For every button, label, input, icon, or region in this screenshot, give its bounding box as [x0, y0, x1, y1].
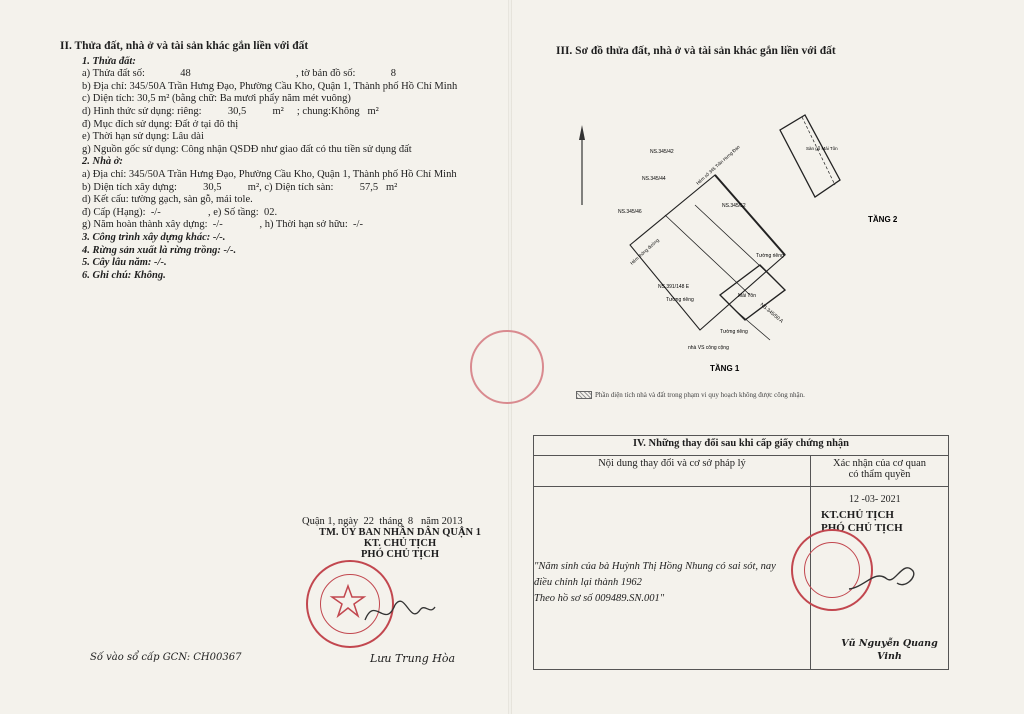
change-content-cell — [534, 487, 811, 670]
map-label-n1: NS.345/42 — [650, 149, 674, 155]
parcel-line — [60, 68, 500, 81]
map-label-n2: NS.345/44 — [642, 176, 666, 182]
authority-role-1: KT.CHỦ TỊCH — [821, 509, 894, 521]
change-content — [534, 559, 824, 607]
map-label-n3: NS.345/46 — [618, 209, 642, 215]
map-label-road: Hẻm số 345 Trần Hưng Đạo — [695, 144, 741, 186]
sheet-prefix: , tờ bản đồ số: — [295, 68, 356, 80]
map-note — [576, 391, 805, 399]
map-label-public: Hẻm thông đường — [629, 237, 660, 266]
authority-role-2: PHÓ CHỦ TỊCH — [821, 522, 903, 534]
map-label-n6: NS.345/50 A — [758, 301, 785, 325]
section-3-title: III. Sơ đồ thửa đất, nhà ở và tài sản khác gắn liền với đất — [556, 45, 836, 57]
signature-left — [360, 585, 440, 635]
col-header-content — [534, 456, 811, 487]
authority-sign-block — [815, 489, 944, 662]
land-origin: g) Nguồn gốc sử dụng: Công nhận QSDĐ như giao đất có thu tiền sử dụng đất — [82, 143, 412, 155]
section-2-title: II. Thửa đất, nhà ở và tài sản khác gắn liền với đất — [60, 40, 309, 52]
signing-date: Quận 1, ngày 22 tháng 8 năm 2013 — [302, 516, 463, 527]
signing-block — [300, 516, 500, 560]
change-line-1: "Năm sinh của bà Huỳnh Thị Hồng Nhung có sai sót, nay — [534, 561, 776, 572]
sheet-number: 8 — [390, 68, 396, 80]
map-label-floor-2: TẦNG 2 — [868, 215, 898, 224]
map-label-roof: Mái Tôn — [738, 293, 756, 299]
map-label-wall-1: Tường riêng — [666, 297, 694, 303]
notes: 6. Ghi chú: Không. — [82, 269, 166, 281]
house-area: b) Diện tích xây dựng: 30,5 m², c) Diện tích sàn: 57,5 m² — [82, 181, 398, 193]
registry-number: Số vào sổ cấp GCN: CH00367 — [90, 652, 242, 663]
land-use-form: d) Hình thức sử dụng: riêng: 30,5 m² ; chung:Không m² — [82, 105, 379, 117]
authority-cell — [811, 487, 949, 670]
fold-stamp — [470, 330, 544, 404]
hatch-icon — [576, 391, 592, 399]
map-note-text: Phần diện tích nhà và đất trong phạm vi quy hoạch không được công nhận. — [595, 391, 805, 399]
change-line-2: điều chỉnh lại thành 1962 — [534, 577, 642, 588]
changes-table — [533, 435, 949, 670]
parcel-map — [570, 105, 900, 395]
map-label-wood-floor: Sàn gỗ Mái Tôn — [806, 146, 838, 151]
land-address: b) Địa chỉ: 345/50A Trần Hưng Đạo, Phường Cầu Kho, Quận 1, Thành phố Hồ Chí Minh — [82, 80, 458, 92]
authority-date: 12 -03- 2021 — [849, 494, 901, 505]
map-label-wall-3: Tường riêng — [720, 329, 748, 335]
signer-name-right: Vũ Nguyễn Quang Vinh — [841, 638, 938, 662]
house-heading: 2. Nhà ở: — [82, 156, 123, 168]
map-label-n4: NS.345/52 — [722, 203, 746, 209]
land-term: e) Thời hạn sử dụng: Lâu dài — [82, 131, 204, 143]
other-construction: 3. Công trình xây dựng khác: -/-. — [82, 231, 226, 243]
signer-name-left: Lưu Trung Hòa — [370, 652, 456, 665]
col-header-authority-1: Xác nhận của cơ quan — [832, 458, 926, 469]
signature-right — [845, 549, 925, 599]
land-heading: 1. Thửa đất: — [82, 55, 136, 67]
land-area: c) Diện tích: 30,5 m² (bằng chữ: Ba mươi phẩy năm mét vuông) — [82, 93, 351, 105]
col-header-authority — [811, 456, 949, 487]
map-label-floor-1: TẦNG 1 — [710, 364, 740, 373]
house-address: a) Địa chỉ: 345/50A Trần Hưng Đạo, Phường Cầu Kho, Quận 1, Thành phố Hồ Chí Minh — [82, 168, 457, 180]
parcel-number: 48 — [180, 68, 191, 80]
signing-role-1: KT. CHỦ TỊCH — [363, 538, 437, 549]
change-line-3: Theo hồ sơ số 009489.SN.001" — [534, 593, 665, 604]
section-4-title: IV. Những thay đổi sau khi cấp giấy chứng nhận — [534, 436, 949, 456]
house-grade: đ) Cấp (Hạng): -/- , e) Số tầng: 02. — [82, 206, 278, 218]
house-year: g) Năm hoàn thành xây dựng: -/- , h) Thời hạn sở hữu: -/- — [82, 219, 363, 231]
map-label-wall-2: Tường riêng — [756, 253, 784, 259]
map-label-public-toilet: nhà VS công cộng — [688, 345, 729, 351]
parcel-prefix: a) Thửa đất số: — [82, 68, 145, 80]
map-label-n5: NS.391/148 E — [658, 284, 690, 290]
house-structure: d) Kết cấu: tường gạch, sàn gỗ, mái tole. — [82, 194, 253, 206]
col-header-authority-2: có thẩm quyền — [848, 469, 911, 480]
col-header-content-text: Nội dung thay đổi và cơ sở pháp lý — [598, 458, 746, 469]
perennial-trees: 5. Cây lâu năm: -/-. — [82, 257, 167, 269]
signing-org: TM. ỦY BAN NHÂN DÂN QUẬN 1 — [318, 527, 482, 538]
land-purpose: đ) Mục đích sử dụng: Đất ở tại đô thị — [82, 118, 239, 130]
planted-forest: 4. Rừng sản xuất là rừng trồng: -/-. — [82, 244, 237, 256]
signing-role-2: PHÓ CHỦ TỊCH — [361, 549, 439, 560]
section-2 — [60, 40, 500, 282]
